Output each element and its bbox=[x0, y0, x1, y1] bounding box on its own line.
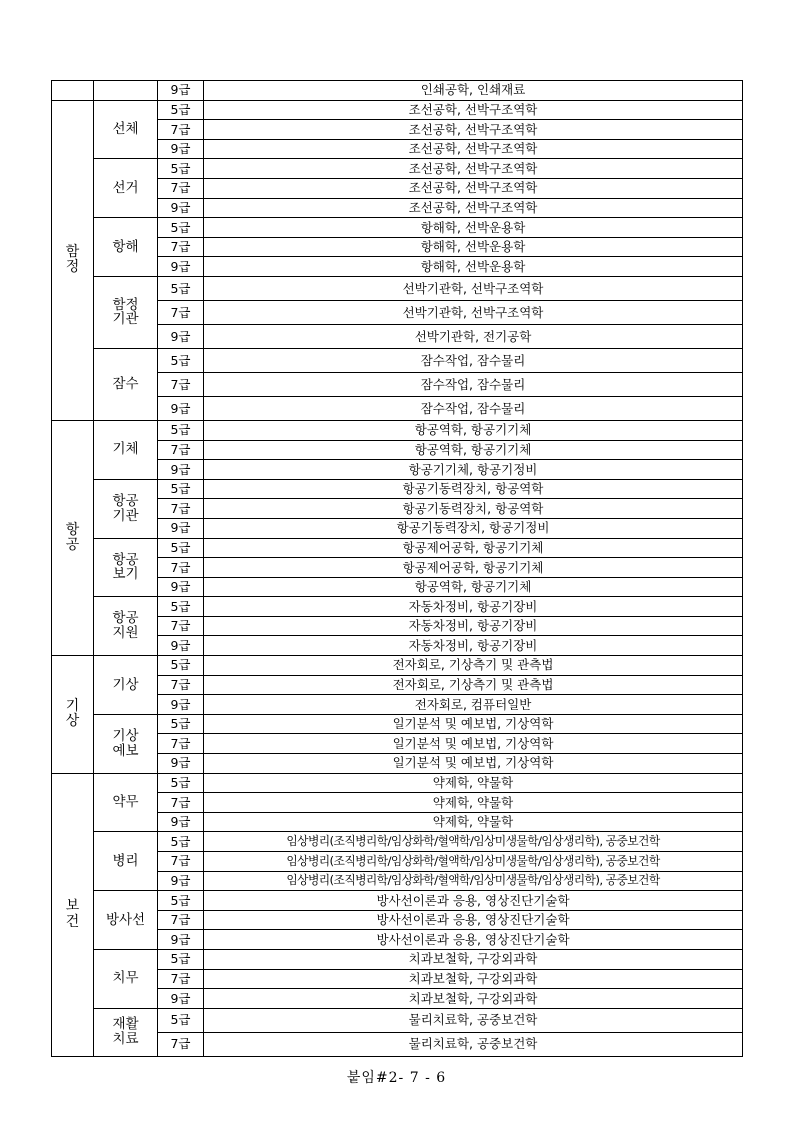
grade-cell: 7급 bbox=[158, 178, 204, 198]
grade-cell: 7급 bbox=[158, 120, 204, 140]
subjects-cell: 항공역학, 항공기기체 bbox=[204, 440, 743, 460]
table-row bbox=[52, 832, 743, 852]
subjects-cell: 일기분석 및 예보법, 기상역학 bbox=[204, 714, 743, 734]
grade-cell: 9급 bbox=[158, 257, 204, 277]
subjects-cell: 자동차정비, 항공기장비 bbox=[204, 636, 743, 656]
grade-cell: 5급 bbox=[158, 714, 204, 734]
subdivision-cell: 잠수 bbox=[94, 348, 158, 420]
subdivision-cell: 함정 기관 bbox=[94, 276, 158, 348]
subdivision-cell: 항해 bbox=[94, 218, 158, 277]
table-row bbox=[52, 714, 743, 734]
table-row bbox=[52, 656, 743, 676]
grade-cell: 9급 bbox=[158, 460, 204, 480]
table-row bbox=[52, 479, 743, 499]
subjects-cell: 항공기동력장치, 항공기정비 bbox=[204, 518, 743, 538]
subjects-cell: 잠수작업, 잠수물리 bbox=[204, 372, 743, 396]
subjects-cell: 인쇄공학, 인쇄재료 bbox=[204, 81, 743, 101]
subjects-cell: 임상병리(조직병리학/임상화학/혈액학/임상미생물학/임상생리학), 공중보건학 bbox=[204, 871, 743, 891]
grade-cell: 7급 bbox=[158, 852, 204, 872]
subdivision-cell: 항공 기관 bbox=[94, 479, 158, 538]
subjects-cell: 임상병리(조직병리학/임상화학/혈액학/임상미생물학/임상생리학), 공중보건학 bbox=[204, 832, 743, 852]
grade-cell: 9급 bbox=[158, 812, 204, 832]
grade-cell: 5급 bbox=[158, 218, 204, 238]
grade-cell: 7급 bbox=[158, 300, 204, 324]
subjects-cell: 조선공학, 선박구조역학 bbox=[204, 120, 743, 140]
grade-cell: 7급 bbox=[158, 616, 204, 636]
grade-cell: 7급 bbox=[158, 558, 204, 578]
table-row bbox=[52, 420, 743, 440]
grade-cell: 9급 bbox=[158, 139, 204, 159]
subdivision-cell: 재활 치료 bbox=[94, 1008, 158, 1056]
subjects-cell: 잠수작업, 잠수물리 bbox=[204, 348, 743, 372]
table-row bbox=[52, 891, 743, 911]
subjects-cell: 항공제어공학, 항공기기체 bbox=[204, 538, 743, 558]
table-row bbox=[52, 159, 743, 179]
grade-cell: 7급 bbox=[158, 372, 204, 396]
subjects-cell: 선박기관학, 선박구조역학 bbox=[204, 276, 743, 300]
subdivision-cell: 기체 bbox=[94, 420, 158, 479]
grade-cell: 5급 bbox=[158, 832, 204, 852]
subjects-cell: 조선공학, 선박구조역학 bbox=[204, 178, 743, 198]
subjects-cell: 물리치료학, 공중보건학 bbox=[204, 1032, 743, 1056]
subjects-cell: 약제학, 약물학 bbox=[204, 773, 743, 793]
subdivision-cell: 선거 bbox=[94, 159, 158, 218]
grade-cell: 7급 bbox=[158, 910, 204, 930]
subjects-cell: 조선공학, 선박구조역학 bbox=[204, 139, 743, 159]
subjects-cell: 치과보철학, 구강외과학 bbox=[204, 949, 743, 969]
subjects-cell: 임상병리(조직병리학/임상화학/혈액학/임상미생물학/임상생리학), 공중보건학 bbox=[204, 852, 743, 872]
subdivision-cell: 병리 bbox=[94, 832, 158, 891]
subject-table-body bbox=[52, 81, 743, 1057]
subjects-cell: 잠수작업, 잠수물리 bbox=[204, 396, 743, 420]
category-cell: 항 공 bbox=[52, 420, 94, 655]
grade-cell: 5급 bbox=[158, 773, 204, 793]
grade-cell: 9급 bbox=[158, 577, 204, 597]
subjects-cell: 자동차정비, 항공기장비 bbox=[204, 616, 743, 636]
subdivision-cell: 약무 bbox=[94, 773, 158, 832]
subjects-cell: 방사선이론과 응용, 영상진단기술학 bbox=[204, 891, 743, 911]
grade-cell: 5급 bbox=[158, 597, 204, 617]
grade-cell: 9급 bbox=[158, 198, 204, 218]
grade-cell: 5급 bbox=[158, 1008, 204, 1032]
subjects-cell: 항해학, 선박운용학 bbox=[204, 218, 743, 238]
subdivision-cell: 치무 bbox=[94, 949, 158, 1008]
table-row bbox=[52, 100, 743, 120]
subjects-cell: 선박기관학, 선박구조역학 bbox=[204, 300, 743, 324]
subdivision-cell: 기상 bbox=[94, 656, 158, 715]
subdivision-cell: 항공 지원 bbox=[94, 597, 158, 656]
table-row bbox=[52, 218, 743, 238]
grade-cell: 9급 bbox=[158, 636, 204, 656]
grade-cell: 7급 bbox=[158, 237, 204, 257]
table-row bbox=[52, 348, 743, 372]
subjects-cell: 전자회로, 기상측기 및 관측법 bbox=[204, 675, 743, 695]
grade-cell: 7급 bbox=[158, 1032, 204, 1056]
grade-cell: 7급 bbox=[158, 440, 204, 460]
subjects-cell: 항공역학, 항공기기체 bbox=[204, 577, 743, 597]
subjects-cell: 치과보철학, 구강외과학 bbox=[204, 969, 743, 989]
subdivision-cell bbox=[94, 81, 158, 101]
subjects-cell: 전자회로, 컴퓨터일반 bbox=[204, 695, 743, 715]
subjects-cell: 조선공학, 선박구조역학 bbox=[204, 198, 743, 218]
table-row bbox=[52, 81, 743, 101]
subjects-cell: 항공제어공학, 항공기기체 bbox=[204, 558, 743, 578]
grade-cell: 9급 bbox=[158, 695, 204, 715]
grade-cell: 9급 bbox=[158, 324, 204, 348]
subjects-cell: 전자회로, 기상측기 및 관측법 bbox=[204, 656, 743, 676]
grade-cell: 5급 bbox=[158, 159, 204, 179]
table-row bbox=[52, 1008, 743, 1032]
page-footer: 붙임#2- 7 - 6 bbox=[346, 1070, 447, 1086]
subdivision-cell: 선체 bbox=[94, 100, 158, 159]
grade-cell: 5급 bbox=[158, 420, 204, 440]
subjects-cell: 선박기관학, 전기공학 bbox=[204, 324, 743, 348]
subjects-cell: 항공기기체, 항공기정비 bbox=[204, 460, 743, 480]
subdivision-cell: 기상 예보 bbox=[94, 714, 158, 773]
subjects-cell: 치과보철학, 구강외과학 bbox=[204, 989, 743, 1009]
grade-cell: 7급 bbox=[158, 675, 204, 695]
subjects-cell: 약제학, 약물학 bbox=[204, 793, 743, 813]
subjects-cell: 항공역학, 항공기기체 bbox=[204, 420, 743, 440]
category-cell bbox=[52, 81, 94, 101]
subjects-cell: 조선공학, 선박구조역학 bbox=[204, 100, 743, 120]
subjects-cell: 항공기동력장치, 항공역학 bbox=[204, 479, 743, 499]
grade-cell: 5급 bbox=[158, 276, 204, 300]
table-row bbox=[52, 597, 743, 617]
category-cell: 기 상 bbox=[52, 656, 94, 774]
grade-cell: 7급 bbox=[158, 969, 204, 989]
subjects-cell: 항해학, 선박운용학 bbox=[204, 237, 743, 257]
grade-cell: 5급 bbox=[158, 100, 204, 120]
grade-cell: 5급 bbox=[158, 949, 204, 969]
grade-cell: 5급 bbox=[158, 479, 204, 499]
table-row bbox=[52, 276, 743, 300]
grade-cell: 9급 bbox=[158, 81, 204, 101]
grade-cell: 9급 bbox=[158, 754, 204, 774]
grade-cell: 9급 bbox=[158, 871, 204, 891]
category-cell: 함 정 bbox=[52, 100, 94, 420]
grade-cell: 5급 bbox=[158, 538, 204, 558]
subjects-cell: 방사선이론과 응용, 영상진단기술학 bbox=[204, 910, 743, 930]
subdivision-cell: 항공 보기 bbox=[94, 538, 158, 597]
table-row bbox=[52, 949, 743, 969]
subjects-cell: 항해학, 선박운용학 bbox=[204, 257, 743, 277]
subjects-cell: 항공기동력장치, 항공역학 bbox=[204, 499, 743, 519]
category-cell: 보 건 bbox=[52, 773, 94, 1056]
subjects-cell: 조선공학, 선박구조역학 bbox=[204, 159, 743, 179]
grade-cell: 7급 bbox=[158, 499, 204, 519]
grade-cell: 9급 bbox=[158, 396, 204, 420]
subjects-cell: 자동차정비, 항공기장비 bbox=[204, 597, 743, 617]
grade-cell: 7급 bbox=[158, 793, 204, 813]
table-row bbox=[52, 773, 743, 793]
grade-cell: 9급 bbox=[158, 518, 204, 538]
table-row bbox=[52, 538, 743, 558]
grade-cell: 9급 bbox=[158, 930, 204, 950]
grade-cell: 9급 bbox=[158, 989, 204, 1009]
subjects-cell: 일기분석 및 예보법, 기상역학 bbox=[204, 734, 743, 754]
grade-cell: 5급 bbox=[158, 348, 204, 372]
subjects-cell: 물리치료학, 공중보건학 bbox=[204, 1008, 743, 1032]
grade-cell: 7급 bbox=[158, 734, 204, 754]
grade-cell: 5급 bbox=[158, 656, 204, 676]
subjects-cell: 일기분석 및 예보법, 기상역학 bbox=[204, 754, 743, 774]
subdivision-cell: 방사선 bbox=[94, 891, 158, 950]
subjects-cell: 방사선이론과 응용, 영상진단기술학 bbox=[204, 930, 743, 950]
subjects-cell: 약제학, 약물학 bbox=[204, 812, 743, 832]
grade-cell: 5급 bbox=[158, 891, 204, 911]
subject-table bbox=[51, 80, 743, 1057]
